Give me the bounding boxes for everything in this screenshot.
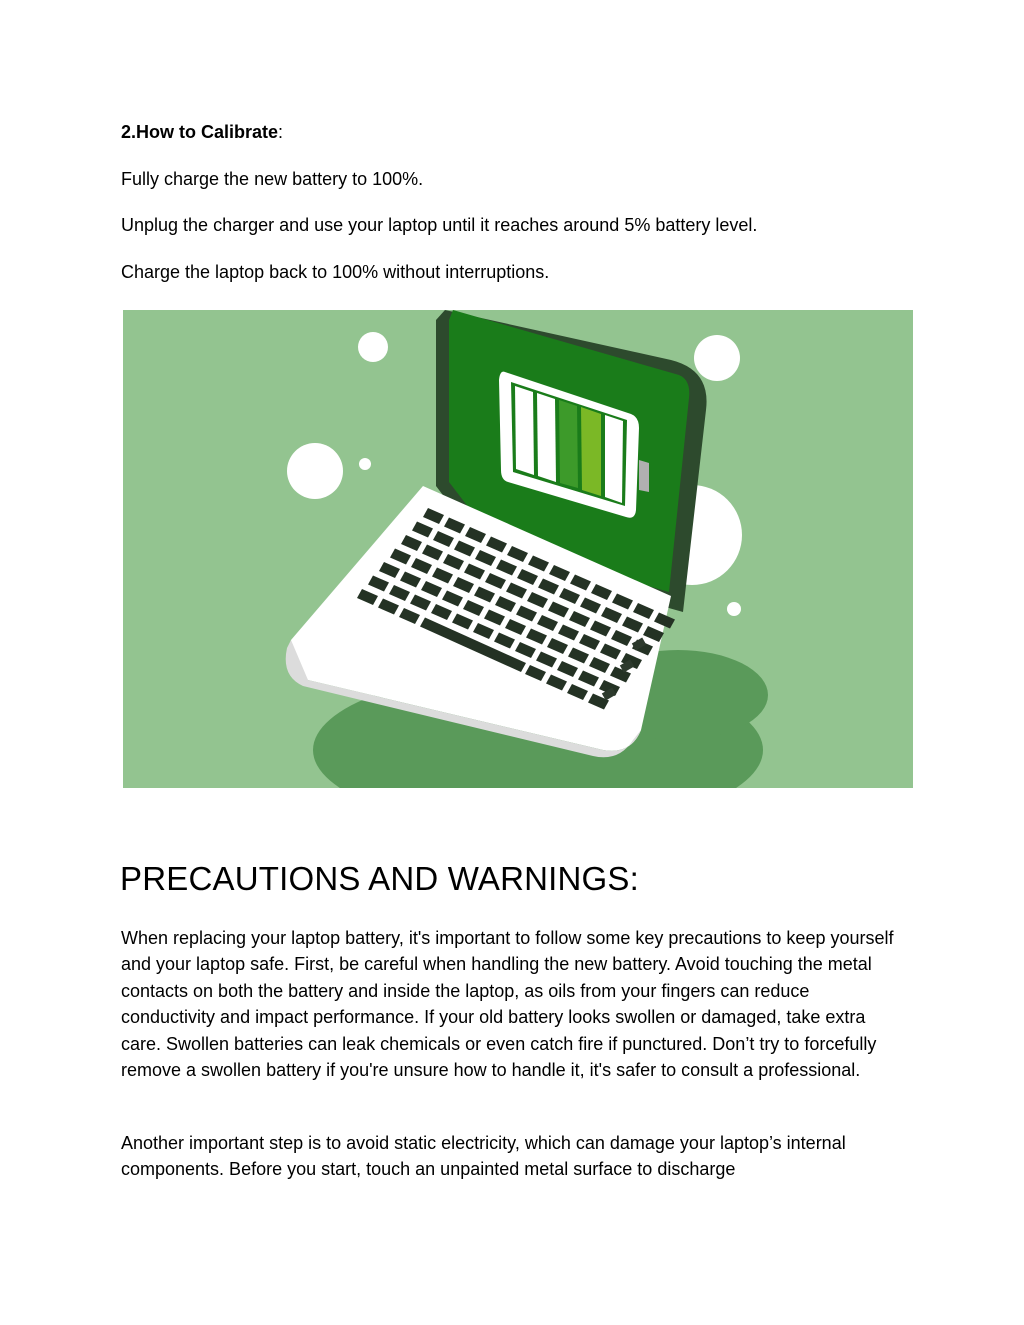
precautions-paragraph-1: When replacing your laptop battery, it's important to follow some key precautions to keep yourself and your laptop safe. First, be careful when handling the new battery. Avoid touching the metal contacts on both the battery and inside the laptop, as oils from your fingers can reduce conductivity and impact performance. If your old battery looks swollen or damaged, take extra care. Swollen batteries can leak chemicals or even catch fire if punctured. Don’t try to forcefully remove a swollen battery if you're unsure how to handle it, it's safer to consult a professional.	[121, 928, 894, 1081]
step-line-1: Fully charge the new battery to 100%.	[121, 169, 424, 189]
step-line-2: Unplug the charger and use your laptop until it reaches around 5% battery level.	[121, 215, 758, 235]
precautions-paragraph-2: Another important step is to avoid static electricity, which can damage your laptop’s internal components. Before you start, touch an unpainted metal surface to discharge	[121, 1133, 846, 1180]
precautions-heading: PRECAUTIONS AND WARNINGS:	[120, 860, 639, 897]
laptop-battery-charging-icon	[123, 310, 913, 788]
laptop-battery-illustration	[123, 310, 913, 788]
step-colon: :	[278, 122, 284, 142]
step-heading	[121, 119, 906, 145]
step-title: 2.How to Calibrate	[121, 122, 279, 142]
step-line-3: Charge the laptop back to 100% without interruptions.	[121, 262, 550, 282]
